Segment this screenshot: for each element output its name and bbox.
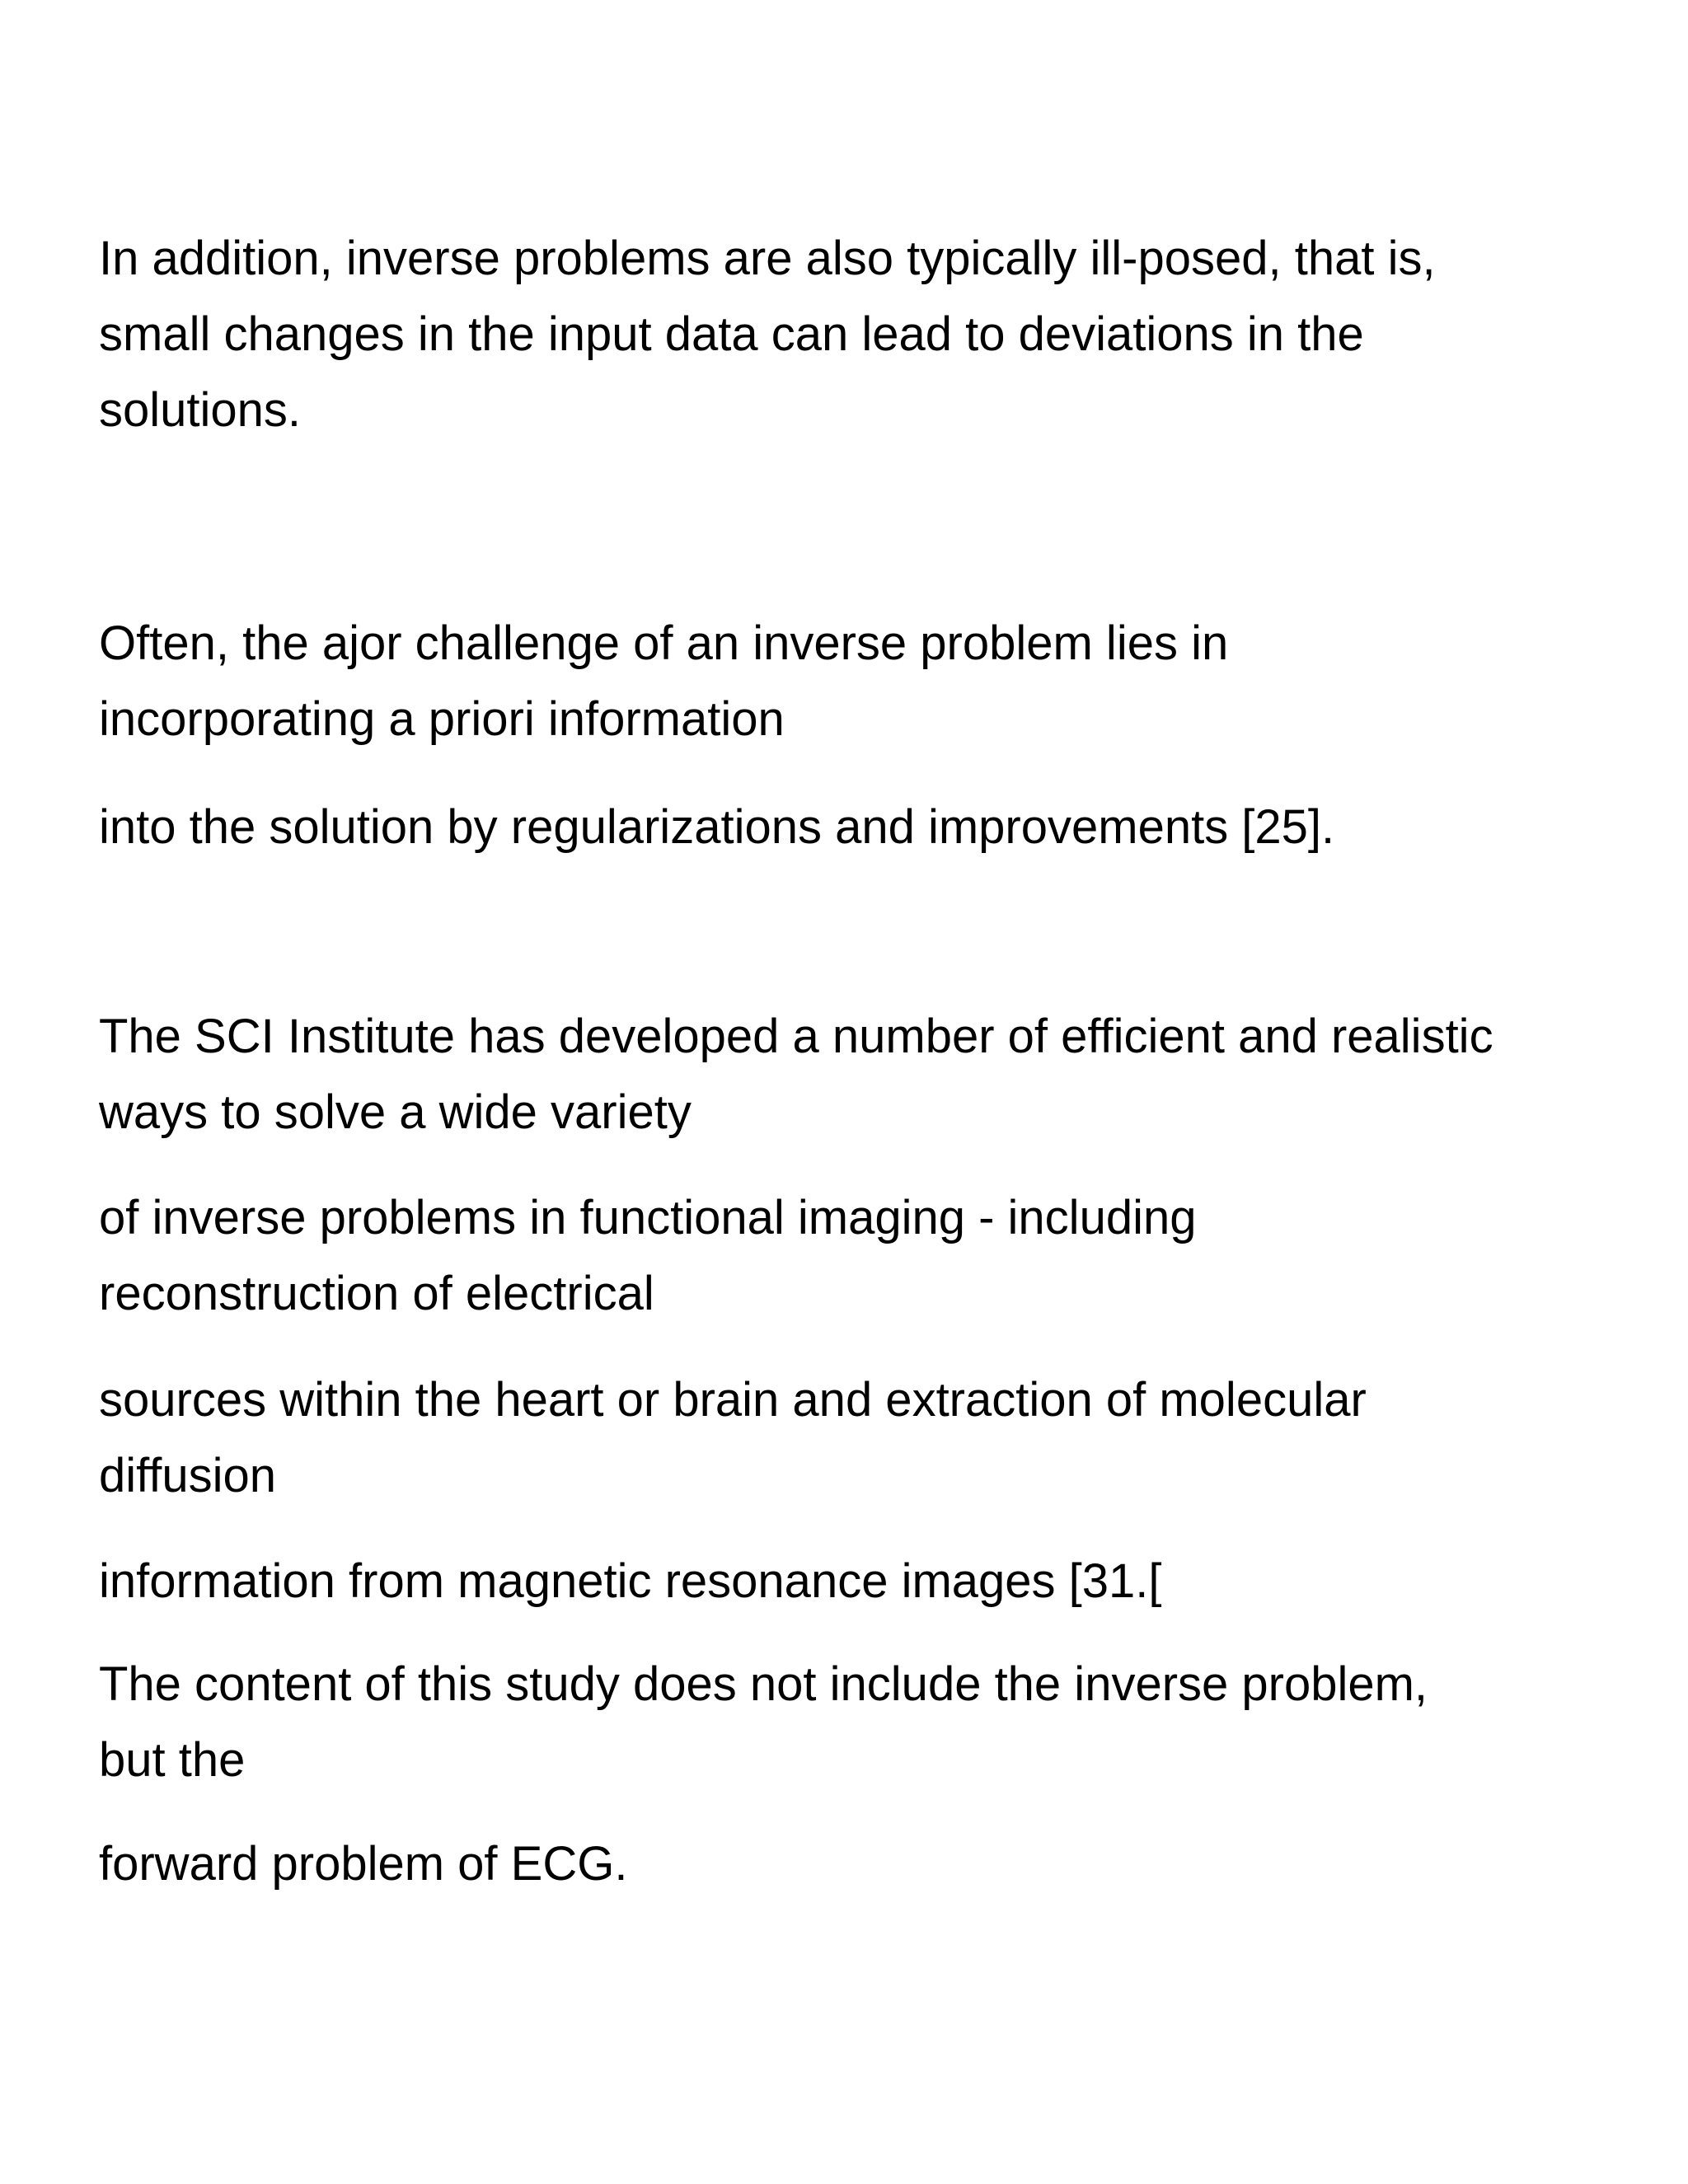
- paragraph-7-line-1: information from magnetic resonance images [31.[: [99, 1554, 1162, 1608]
- paragraph-4-line-1: The SCI Institute has developed a number of efficient and realistic: [99, 1010, 1493, 1063]
- paragraph-8-line-1: The content of this study does not include the inverse problem,: [99, 1657, 1428, 1711]
- paragraph-5-line-2: reconstruction of electrical: [99, 1267, 654, 1320]
- paragraph-1-line-2: small changes in the input data can lead to deviations in the: [99, 307, 1364, 361]
- paragraph-6-line-2: diffusion: [99, 1449, 276, 1502]
- paragraph-1-line-3: solutions.: [99, 383, 302, 437]
- paragraph-9-line-1: forward problem of ECG.: [99, 1837, 628, 1891]
- paragraph-4-line-2: ways to solve a wide variety: [99, 1085, 692, 1139]
- paragraph-2-line-1: Often, the ajor challenge of an inverse problem lies in: [99, 616, 1229, 670]
- paragraph-5-line-1: of inverse problems in functional imaging - including: [99, 1191, 1197, 1244]
- paragraph-3-line-1: into the solution by regularizations and improvements [25].: [99, 800, 1335, 854]
- paragraph-1-line-1: In addition, inverse problems are also typically ill-posed, that is,: [99, 232, 1436, 285]
- paragraph-6-line-1: sources within the heart or brain and extraction of molecular: [99, 1373, 1367, 1427]
- paragraph-2-line-2: incorporating a priori information: [99, 692, 785, 746]
- paragraph-8-line-2: but the: [99, 1733, 246, 1787]
